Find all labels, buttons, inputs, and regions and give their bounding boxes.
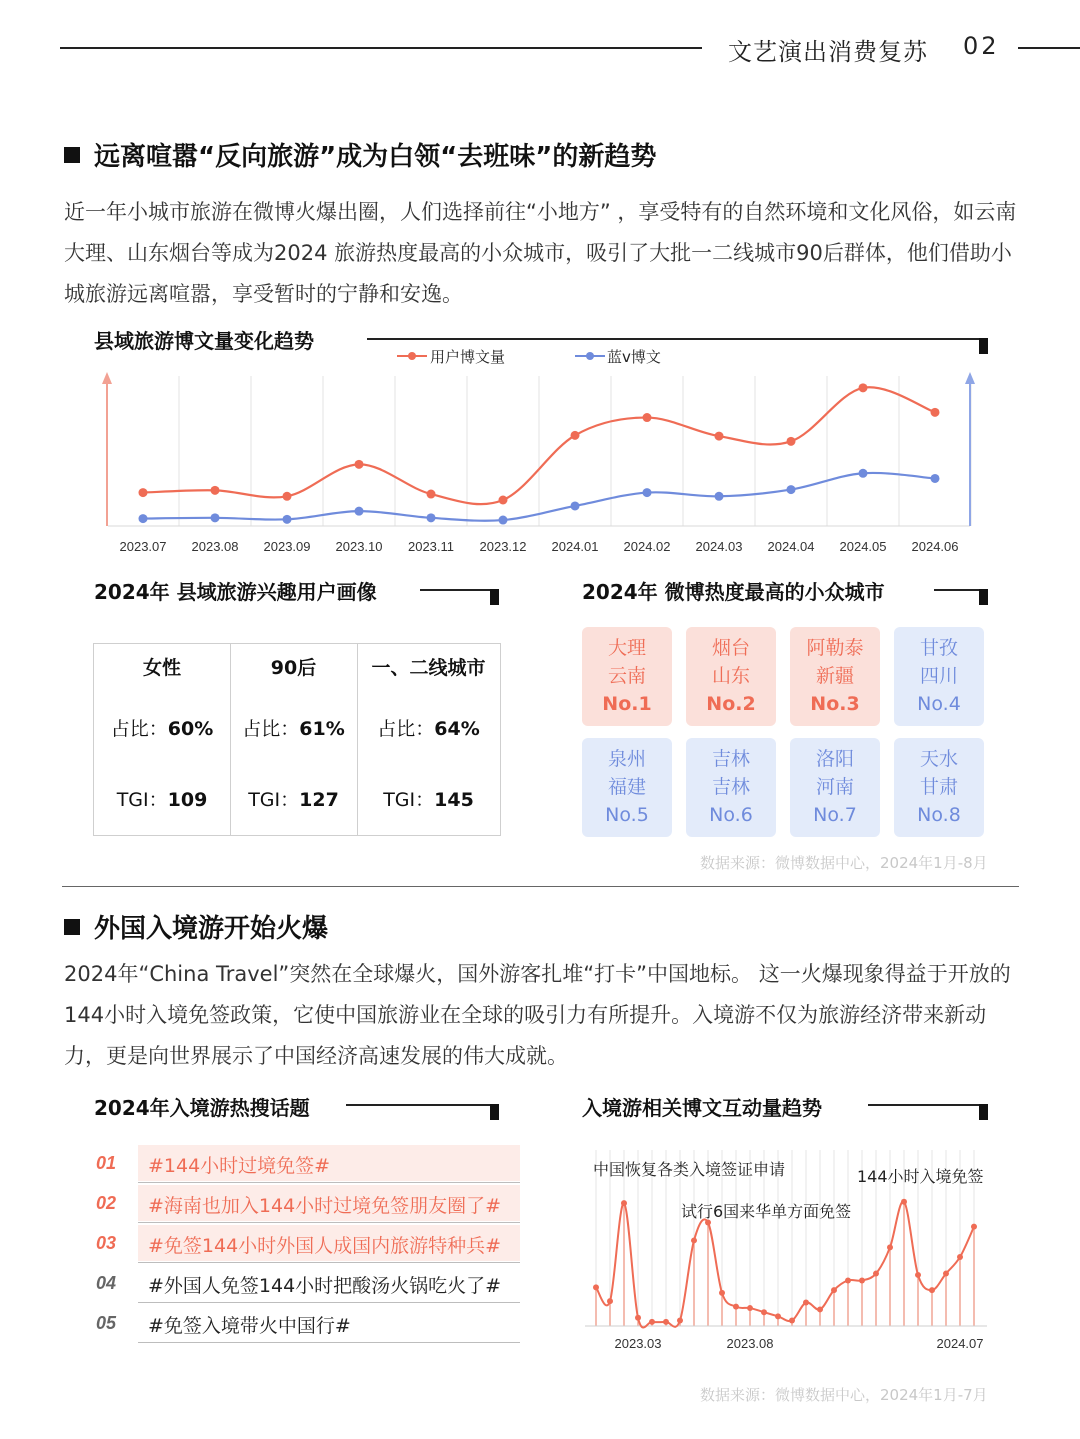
section2-heading-text: 外国入境游开始火爆	[94, 914, 329, 944]
city-card	[582, 738, 672, 837]
interaction-point	[817, 1306, 823, 1312]
profile-share	[94, 714, 230, 741]
interaction-point	[607, 1298, 613, 1304]
topic-rank: 05	[96, 1313, 117, 1333]
series-point	[787, 437, 796, 446]
city-region: 云南	[607, 665, 646, 687]
trend-chart	[90, 340, 990, 565]
interaction-point	[929, 1287, 935, 1293]
city-name: 阿勒泰	[806, 637, 864, 659]
city-rank: No.2	[706, 693, 756, 715]
hot-topic-item[interactable]	[96, 1305, 520, 1345]
cities-title-corner	[979, 589, 988, 605]
header-rule-left	[60, 47, 702, 49]
city-card-inner	[582, 738, 672, 829]
city-card	[582, 627, 672, 726]
hot-topic-item[interactable]	[96, 1185, 520, 1225]
topic-underline	[138, 1182, 520, 1183]
city-rank: No.7	[813, 804, 857, 826]
interaction-point	[859, 1277, 865, 1283]
city-region: 四川	[919, 665, 958, 687]
interaction-point	[635, 1315, 641, 1321]
topic-rank: 04	[96, 1273, 117, 1293]
tgi-label: TGI：	[116, 789, 168, 811]
hot-topics-title-line	[346, 1104, 490, 1106]
interaction-point	[957, 1254, 963, 1260]
series-point	[283, 515, 292, 524]
city-card	[686, 738, 776, 837]
city-card-inner	[686, 738, 776, 829]
city-name: 吉林	[711, 748, 750, 770]
profile-share	[357, 714, 500, 741]
interaction-point	[943, 1271, 949, 1277]
series-point	[499, 516, 508, 525]
series-point	[427, 490, 436, 499]
section-divider	[62, 886, 1019, 887]
hot-topic-item[interactable]	[96, 1145, 520, 1185]
page-number: 02	[963, 32, 1000, 60]
topic-text: #144小时过境免签#	[148, 1155, 331, 1177]
section2-heading	[64, 908, 328, 945]
profile-title-corner	[490, 589, 499, 605]
series-point	[355, 460, 364, 469]
profile-tgi	[230, 785, 357, 812]
interaction-point	[789, 1317, 795, 1323]
series-point	[427, 513, 436, 522]
city-name: 泉州	[607, 748, 646, 770]
series-point	[571, 431, 580, 440]
interaction-point	[845, 1277, 851, 1283]
city-region: 福建	[607, 776, 646, 798]
profile-share	[230, 714, 357, 741]
interaction-point	[803, 1300, 809, 1306]
series-point	[643, 488, 652, 497]
page-title: 文艺演出消费复苏	[728, 38, 928, 66]
section2-paragraph: 2024年“China Travel”突然在全球爆火，国外游客扎堆“打卡”中国地标。 这一火爆现象得益于开放的144小时入境免签政策，它使中国旅游业在全球的吸引力有所提升。入境游不仅为旅游经济带来新动力，更是向世界展示了中国经济高速发展的伟大成就。	[64, 962, 1011, 1068]
legend-bluev-label: 蓝v博文	[607, 348, 661, 366]
series-point	[787, 485, 796, 494]
share-label: 占比：	[110, 718, 168, 740]
city-card	[790, 738, 880, 837]
series-point	[931, 474, 940, 483]
profile-table	[93, 643, 501, 836]
city-name: 甘孜	[919, 637, 958, 659]
left-axis-arrow-icon	[102, 372, 112, 384]
share-value: 61%	[299, 718, 345, 740]
hot-topic-item[interactable]	[96, 1265, 520, 1305]
x-tick-label: 2024.01	[551, 539, 599, 554]
interaction-point	[887, 1244, 893, 1250]
city-card	[894, 627, 984, 726]
interaction-point	[649, 1319, 655, 1325]
profile-head: 一、二线城市	[371, 657, 486, 679]
section1-heading-text: 远离喧嚣“反向旅游”成为白领“去班味”的新趋势	[94, 142, 657, 172]
heading-square-icon	[64, 147, 80, 163]
interaction-point	[901, 1199, 907, 1205]
series-point	[715, 432, 724, 441]
annotation-visa-resume: 中国恢复各类入境签证申请	[593, 1160, 786, 1179]
x-tick-label: 2023.09	[263, 539, 311, 554]
interaction-title-corner	[979, 1104, 988, 1120]
series-point	[571, 501, 580, 510]
interaction-point	[747, 1305, 753, 1311]
x-tick-label: 2023.08	[726, 1336, 774, 1351]
series-point	[211, 486, 220, 495]
city-card-inner	[686, 627, 776, 718]
trend-legend	[397, 348, 661, 366]
tgi-value: 145	[434, 789, 474, 811]
topic-underline	[138, 1222, 520, 1223]
city-name: 天水	[919, 748, 958, 770]
city-name: 大理	[607, 637, 646, 659]
interaction-point	[915, 1272, 921, 1278]
interaction-point	[663, 1319, 669, 1325]
city-card	[686, 627, 776, 726]
interaction-point	[971, 1224, 977, 1230]
share-label: 占比：	[377, 718, 435, 740]
series-point	[859, 469, 868, 478]
heading-square-icon	[64, 919, 80, 935]
topic-underline	[138, 1342, 520, 1343]
city-rank: No.8	[917, 804, 961, 826]
x-tick-label: 2023.03	[614, 1336, 662, 1351]
annotation-6-country-visa-free: 试行6国来华单方面免签	[681, 1202, 852, 1221]
series-point	[139, 514, 148, 523]
city-card-inner	[790, 627, 880, 718]
topic-underline	[138, 1262, 520, 1263]
series-point	[643, 413, 652, 422]
source-note-2: 数据来源：微博数据中心，2024年1月-7月	[700, 1386, 988, 1404]
interaction-point	[733, 1304, 739, 1310]
interaction-chart	[585, 1150, 995, 1360]
x-tick-label: 2023.10	[335, 539, 383, 554]
series-point	[931, 408, 940, 417]
city-region: 甘肃	[919, 776, 958, 798]
city-card	[790, 627, 880, 726]
city-region: 山东	[711, 665, 750, 687]
legend-user-label: 用户博文量	[430, 348, 506, 366]
series-point	[499, 496, 508, 505]
cities-title: 2024年 微博热度最高的小众城市	[582, 580, 885, 604]
share-value: 64%	[434, 718, 480, 740]
city-card-inner	[894, 627, 984, 718]
tgi-label: TGI：	[383, 789, 435, 811]
city-region: 新疆	[815, 665, 854, 687]
city-name: 洛阳	[815, 748, 854, 770]
hot-topics-title-corner	[490, 1104, 499, 1120]
tgi-value: 109	[167, 789, 208, 811]
city-rank: No.3	[810, 693, 860, 715]
tgi-label: TGI：	[248, 789, 300, 811]
x-tick-label: 2023.08	[191, 539, 239, 554]
topic-text: #免签144小时外国人成国内旅游特种兵#	[148, 1235, 502, 1257]
city-rank: No.6	[709, 804, 753, 826]
profile-tgi	[357, 785, 500, 812]
profile-tgi	[94, 785, 230, 812]
annotation-144h-visa-free: 144小时入境免签	[857, 1167, 984, 1186]
topic-rank: 01	[96, 1153, 117, 1173]
interaction-point	[831, 1287, 837, 1293]
city-name: 烟台	[711, 637, 750, 659]
interaction-point	[719, 1290, 725, 1296]
x-tick-label: 2024.06	[911, 539, 959, 554]
city-rank: No.4	[917, 693, 961, 715]
header-rule-right	[1018, 47, 1080, 49]
city-card	[894, 738, 984, 837]
interaction-point	[593, 1284, 599, 1290]
profile-title: 2024年 县域旅游兴趣用户画像	[94, 580, 377, 604]
x-tick-label: 2023.07	[119, 539, 167, 554]
city-rank: No.5	[605, 804, 649, 826]
interaction-point	[775, 1313, 781, 1319]
topic-text: #海南也加入144小时过境免签朋友圈了#	[148, 1195, 502, 1217]
city-rank: No.1	[602, 693, 652, 715]
section1-heading	[64, 136, 656, 173]
hot-topics-title: 2024年入境游热搜话题	[94, 1096, 310, 1120]
share-label: 占比：	[242, 718, 300, 740]
interaction-point	[873, 1271, 879, 1277]
series-point	[211, 513, 220, 522]
series-point	[859, 383, 868, 392]
profile-title-line	[420, 589, 490, 591]
interaction-point	[677, 1317, 683, 1323]
profile-col-90s	[230, 644, 357, 835]
right-axis-arrow-icon	[965, 372, 975, 384]
trend-x-labels	[120, 539, 959, 554]
series-point	[283, 492, 292, 501]
profile-head: 90后	[270, 657, 317, 679]
cities-title-line	[934, 589, 979, 591]
x-tick-label: 2024.03	[695, 539, 743, 554]
share-value: 60%	[167, 718, 214, 740]
topic-text: #外国人免签144小时把酸汤火锅吃火了#	[148, 1275, 502, 1297]
topic-text: #免签入境带火中国行#	[148, 1315, 351, 1337]
x-tick-label: 2024.02	[623, 539, 671, 554]
x-tick-label: 2023.12	[479, 539, 527, 554]
source-note-1: 数据来源：微博数据中心，2024年1月-8月	[700, 854, 988, 872]
profile-col-tier12	[357, 644, 500, 835]
series-point	[355, 507, 364, 516]
interaction-x-labels	[615, 1336, 984, 1351]
tgi-value: 127	[299, 789, 339, 811]
series-point	[139, 488, 148, 497]
interaction-chart-title: 入境游相关博文互动量趋势	[582, 1096, 822, 1120]
x-tick-label: 2023.11	[407, 539, 455, 554]
topic-underline	[138, 1302, 520, 1303]
city-region: 河南	[815, 776, 854, 798]
interaction-point	[761, 1309, 767, 1315]
interaction-point	[691, 1237, 697, 1243]
hot-topic-item[interactable]	[96, 1225, 520, 1265]
trend-chart-title: 县域旅游博文量变化趋势	[94, 329, 314, 353]
profile-col-female	[94, 644, 230, 835]
x-tick-label: 2024.07	[936, 1336, 984, 1351]
topic-rank: 02	[96, 1193, 117, 1213]
city-card-inner	[894, 738, 984, 829]
interaction-point	[621, 1200, 627, 1206]
city-card-inner	[790, 738, 880, 829]
city-card-inner	[582, 627, 672, 718]
interaction-title-line	[868, 1104, 979, 1106]
section1-paragraph: 近一年小城市旅游在微博火爆出圈，人们选择前往“小地方” ，享受特有的自然环境和文化风俗，如云南大理、山东烟台等成为2024 旅游热度最高的小众城市，吸引了大批一二线城市90后群体，他们借助小城旅游远离喧嚣，享受暂时的宁静和安逸。	[64, 200, 1017, 306]
topic-rank: 03	[96, 1233, 117, 1253]
x-tick-label: 2024.04	[767, 539, 815, 554]
city-region: 吉林	[711, 776, 750, 798]
series-point	[715, 492, 724, 501]
x-tick-label: 2024.05	[839, 539, 887, 554]
profile-head: 女性	[142, 657, 181, 679]
